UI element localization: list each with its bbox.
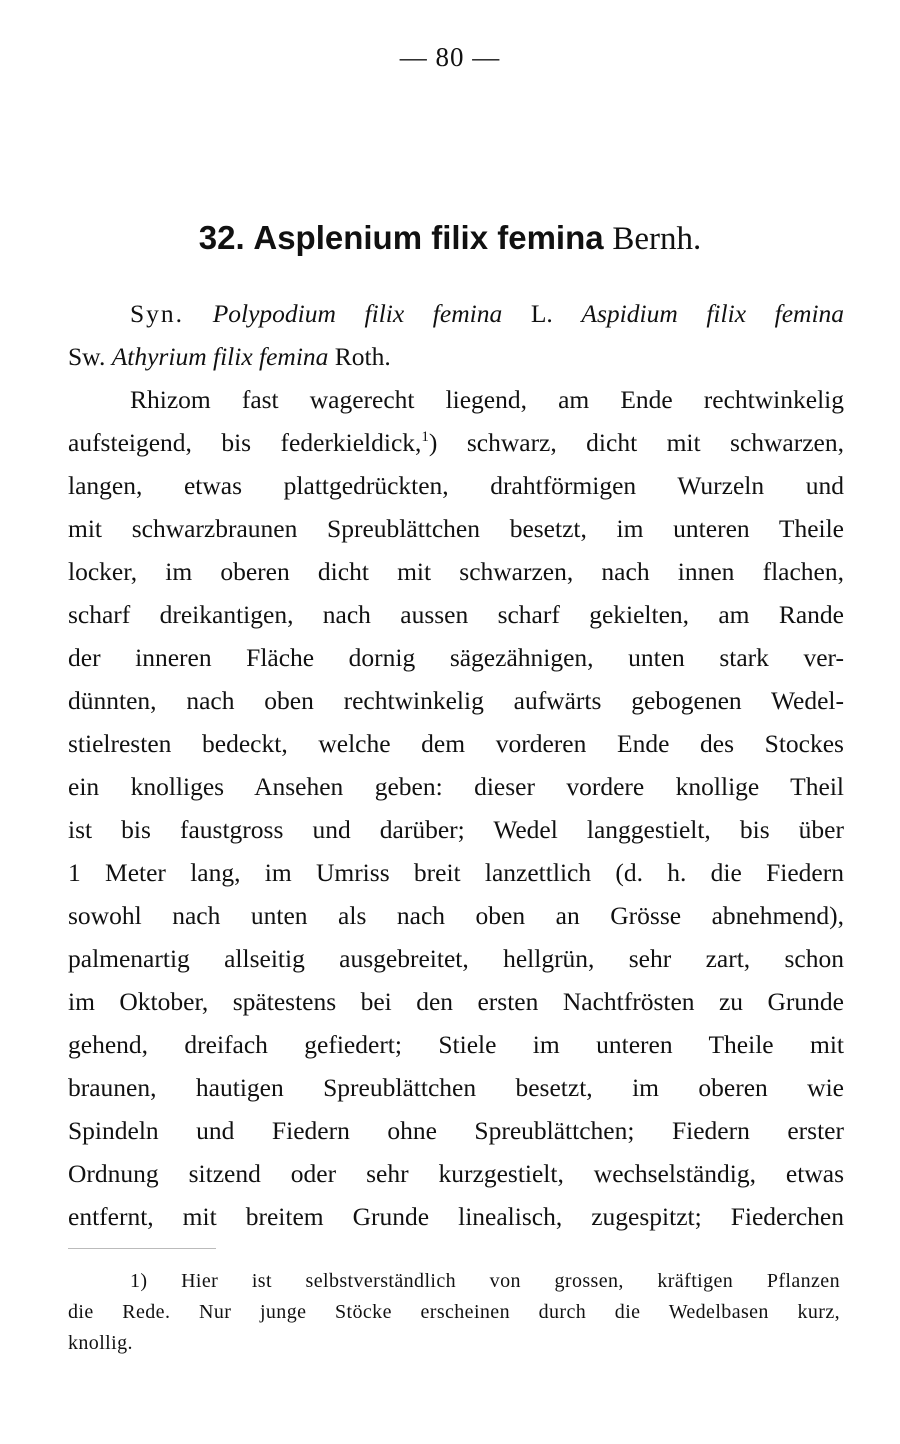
text-line: braunen, hautigen Spreublättchen besetzt, im oberen wie [68, 1073, 844, 1102]
body-text [68, 292, 844, 1238]
species-number: 32. [198, 219, 245, 256]
text-line: stielresten bedeckt, welche dem vorderen Ende des Stockes [68, 729, 844, 758]
footnote [68, 1266, 840, 1359]
text-line: ist bis faustgross und darüber; Wedel langgestielt, bis über [68, 815, 844, 844]
synonym-name: Athyrium filix femina [111, 342, 329, 371]
text-line: Rhizom fast wagerecht liegend, am Ende rechtwinkelig [130, 385, 844, 414]
text-line: im Oktober, spätestens bei den ersten Nachtfrösten zu Grunde [68, 987, 844, 1016]
synonym-author: Roth. [334, 342, 391, 371]
text-line: dünnten, nach oben rechtwinkelig aufwärts gebogenen Wedel- [68, 686, 844, 715]
text-line: ein knolliges Ansehen geben: dieser vordere knollige Theil [68, 772, 844, 801]
species-heading [0, 218, 900, 258]
text-line: palmenartig allseitig ausgebreitet, hellgrün, sehr zart, schon [68, 944, 844, 973]
text-line: mit schwarzbraunen Spreublättchen besetzt, im unteren Theile [68, 514, 844, 543]
text-line: der inneren Fläche dornig sägezähnigen, unten stark ver- [68, 643, 844, 672]
synonyms-label: Syn. [130, 299, 185, 328]
synonym-name: Polypodium filix femina [212, 299, 503, 328]
text-line: locker, im oberen dicht mit schwarzen, nach innen flachen, [68, 557, 844, 586]
text-line: gehend, dreifach gefiedert; Stiele im unteren Theile mit [68, 1030, 844, 1059]
text-line [68, 421, 844, 464]
text-line: Spindeln und Fiedern ohne Spreublättchen; Fiedern erster [68, 1116, 844, 1145]
text-fragment: ) schwarz, dicht mit schwarzen, [428, 428, 845, 457]
footnote-line: die Rede. Nur junge Stöcke erscheinen durch die Wedelbasen kurz, [68, 1301, 840, 1323]
text-line: langen, etwas plattgedrückten, drahtförmigen Wurzeln und [68, 471, 844, 500]
text-line: 1 Meter lang, im Umriss breit lanzettlich (d. h. die Fiedern [68, 858, 844, 887]
text-line: Ordnung sitzend oder sehr kurzgestielt, wechselständig, etwas [68, 1159, 844, 1188]
text-line: entfernt, mit breitem Grunde linealisch, zugespitzt; Fiederchen [68, 1202, 844, 1231]
synonyms-line-2 [68, 335, 844, 378]
footnote-line: 1) Hier ist selbstverständlich von grossen, kräftigen Pflanzen [130, 1270, 840, 1292]
footnote-reference[interactable]: 1 [421, 429, 429, 445]
species-author: Bernh. [612, 221, 702, 257]
text-line: scharf dreikantigen, nach aussen scharf gekielten, am Rande [68, 600, 844, 629]
synonym-author: Sw. [68, 342, 106, 371]
footnote-divider [68, 1248, 216, 1249]
page-number: — 80 — [399, 42, 501, 72]
synonyms-line-1 [68, 292, 844, 335]
synonym-author: L. [530, 299, 553, 328]
species-name: Asplenium filix femina [253, 219, 604, 256]
synonym-name: Aspidium filix femina [581, 299, 845, 328]
footnote-line: knollig. [68, 1332, 133, 1354]
text-line: sowohl nach unten als nach oben an Grösse abnehmend), [68, 901, 844, 930]
text-fragment: aufsteigend, bis federkieldick, [68, 428, 422, 457]
